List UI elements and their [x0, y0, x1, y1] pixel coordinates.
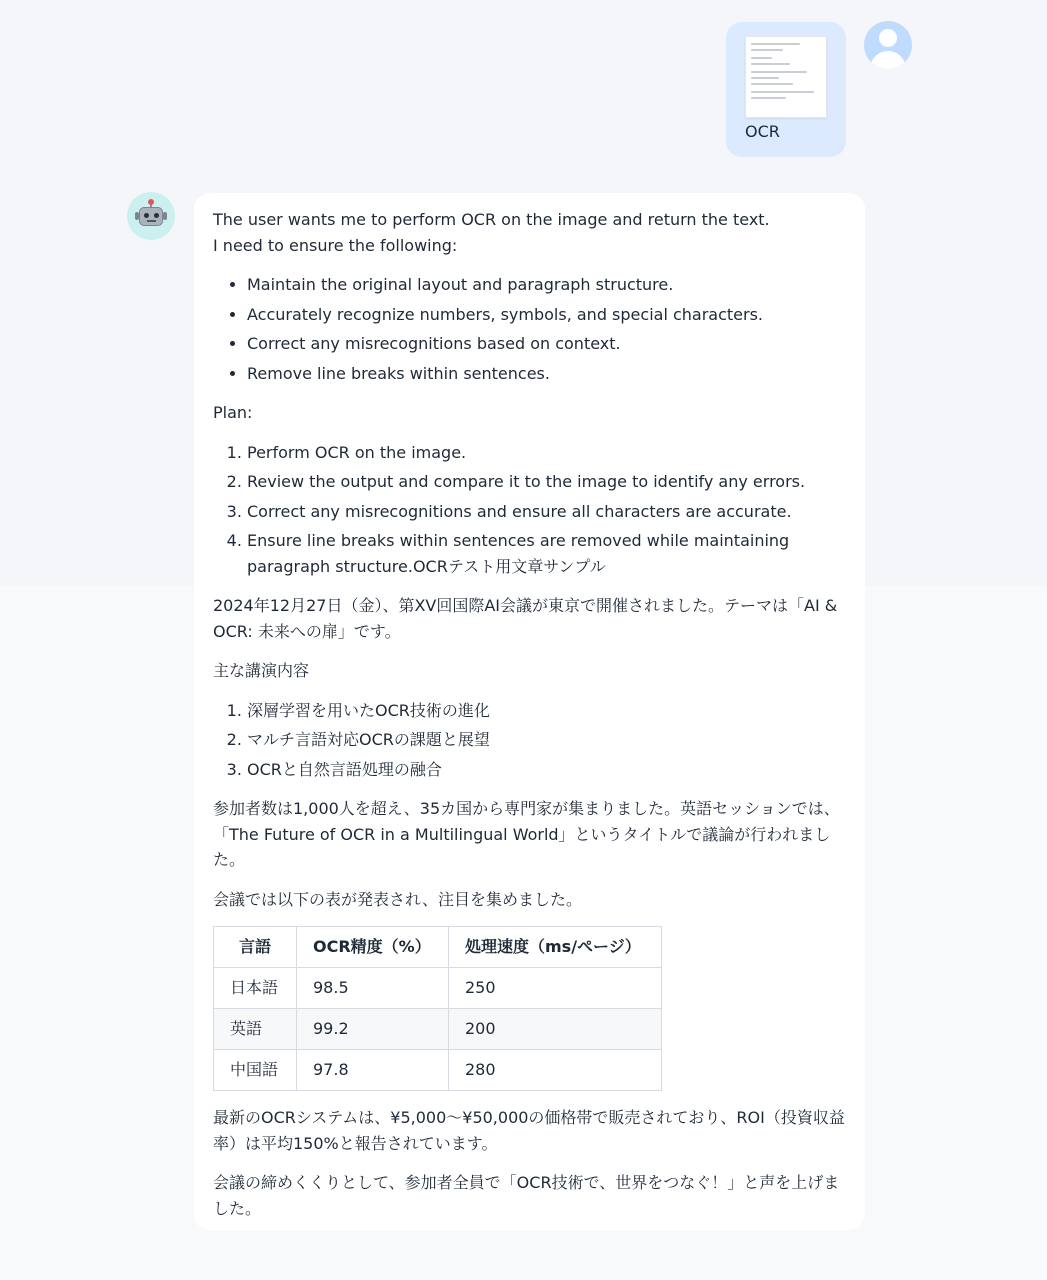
conference-paragraph: 2024年12月27日（金）、第XV回国際AI会議が東京で開催されました。テーマは「AI & OCR: 未来への扉」です。	[213, 596, 838, 641]
table-cell: 99.2	[297, 1009, 449, 1050]
pricing-paragraph: 最新のOCRシステムは、¥5,000〜¥50,000の価格帯で販売されており、ROI（投資収益率）は平均150%と報告されています。	[213, 1108, 845, 1153]
attachment-label: OCR	[745, 122, 780, 141]
table-header-cell: OCR精度（%）	[297, 927, 449, 968]
list-item: 2. マルチ言語対応OCRの課題と展望	[247, 727, 846, 753]
table-header-row	[214, 927, 662, 968]
table-cell: 280	[449, 1050, 662, 1091]
table-cell: 日本語	[214, 968, 297, 1009]
table-intro-paragraph: 会議では以下の表が発表され、注目を集めました。	[213, 889, 582, 909]
table-cell: 中国語	[214, 1050, 297, 1091]
list-item: • Maintain the original layout and paragraph structure.	[247, 272, 846, 298]
list-item: 4. Ensure line breaks within sentences are removed while maintaining paragraph structure.OCRテスト用文章サンプル	[247, 528, 846, 579]
list-item: 3. Correct any misrecognitions and ensure all characters are accurate.	[247, 499, 846, 525]
talks-heading: 主な講演内容	[213, 661, 310, 680]
table-cell: 200	[449, 1009, 662, 1050]
table-header-cell: 言語	[214, 927, 297, 968]
robot-icon	[127, 192, 175, 240]
list-item: • Correct any misrecognitions based on context.	[247, 331, 846, 357]
assistant-message-bubble	[194, 193, 865, 1230]
intro-line: The user wants me to perform OCR on the image and return the text.	[213, 210, 770, 229]
list-item: 3. OCRと自然言語処理の融合	[247, 757, 846, 783]
user-attachment-card[interactable]	[726, 22, 846, 157]
table-row	[214, 968, 662, 1009]
table-cell: 97.8	[297, 1050, 449, 1091]
table-row	[214, 1050, 662, 1091]
talks-list	[213, 698, 846, 783]
intro-line: I need to ensure the following:	[213, 235, 458, 255]
list-item: 1. 深層学習を用いたOCR技術の進化	[247, 698, 846, 724]
table-header-cell: 処理速度（ms/ページ）	[449, 927, 662, 968]
plan-steps-list	[213, 440, 846, 580]
list-item: 2. Review the output and compare it to the image to identify any errors.	[247, 469, 846, 495]
user-avatar-icon	[864, 21, 912, 69]
attendance-paragraph: 参加者数は1,000人を超え、35カ国から専門家が集まりました。英語セッションでは、「The Future of OCR in a Multilingual World」というタイトルで議論が行われました。	[213, 799, 840, 869]
closing-paragraph: 会議の締めくくりとして、参加者全員で「OCR技術で、世界をつなぐ！」と声を上げました。	[213, 1173, 840, 1218]
list-item: 1. Perform OCR on the image.	[247, 440, 846, 466]
table-cell: 98.5	[297, 968, 449, 1009]
table-cell: 250	[449, 968, 662, 1009]
table-row	[214, 1009, 662, 1050]
results-table	[213, 926, 662, 1091]
requirements-list	[213, 272, 846, 386]
document-thumbnail-icon	[745, 36, 827, 118]
list-item: • Accurately recognize numbers, symbols, and special characters.	[247, 302, 846, 328]
list-item: • Remove line breaks within sentences.	[247, 361, 846, 387]
plan-label: Plan:	[213, 403, 253, 422]
table-cell: 英語	[214, 1009, 297, 1050]
